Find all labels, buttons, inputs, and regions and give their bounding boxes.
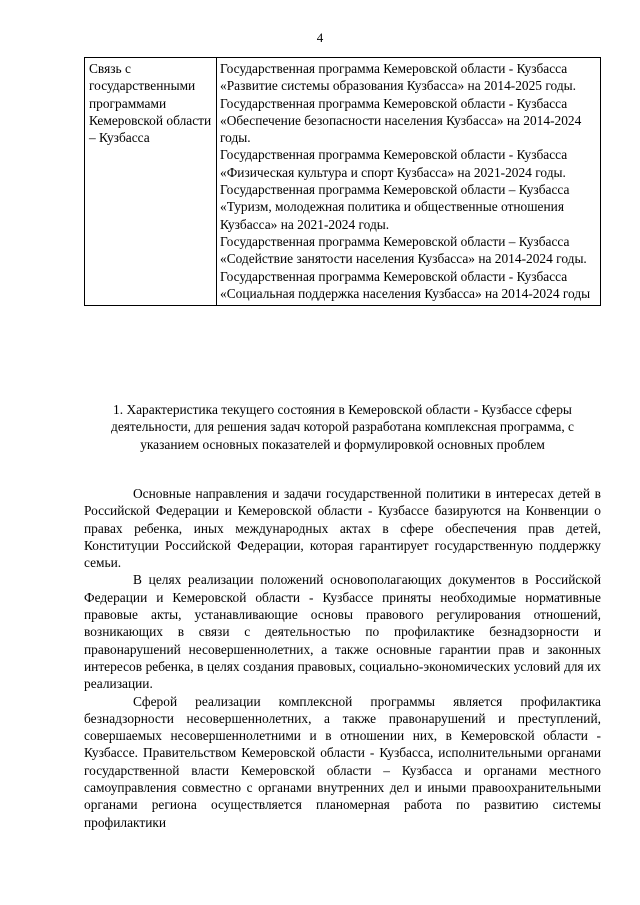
program-item: Государственная программа Кемеровской области - Кузбасса «Социальная поддержка населения Кузбасса» на 2014-2024 годы — [220, 268, 591, 301]
program-item: Государственная программа Кемеровской области - Кузбасса «Физическая культура и спорт Кузбасса» на 2021-2024 годы. — [220, 147, 568, 180]
body-paragraph: Сферой реализации комплексной программы является профилактика безнадзорности несовершеннолетних, а также правонарушений и преступлений, совершаемых несовершеннолетними и в отношении них, в Кемеровской области - Кузбассе. Правительством Кемеровской области - Кузбасса, исполнительными органами государственной власти Кемеровской области – Кузбасса и органами местного самоуправления совместно с органами внутренних дел и иными правоохранительными органами региона осуществляется планомерная работа по развитию системы профилактики — [84, 693, 601, 830]
program-item: Государственная программа Кемеровской области – Кузбасса «Туризм, молодежная политика и общественные отношения Кузбасса» на 2021-2024 годы. — [220, 182, 570, 232]
body-paragraph: Основные направления и задачи государственной политики в интересах детей в Российской Федерации и Кемеровской области - Кузбассе базируются на Конвенции о правах ребенка, иных международных актах в сфере обеспечения прав детей, Конституции Российской Федерации, которая гарантирует государственную поддержку семьи. — [84, 486, 601, 571]
program-item: Государственная программа Кемеровской области - Кузбасса «Обеспечение безопасности населения Кузбасса» на 2014-2024 годы. — [220, 95, 582, 146]
body-paragraph: В целях реализации положений основополагающих документов в Российской Федерации и Кемеровской области - Кузбассе приняты необходимые нормативные правовые акты, устанавливающие основы правового регулирования отношений, возникающих в связи с деятельностью по профилактике безнадзорности и правонарушений несовершеннолетних, а также основные гарантии прав и законных интересов ребенка, в целях создания правовых, социально-экономических условий для их реализации. — [84, 572, 601, 692]
program-item: Государственная программа Кемеровской области – Кузбасса «Содействие занятости населения Кузбасса» на 2014-2024 годы. — [220, 233, 587, 267]
program-links-table — [84, 57, 601, 306]
section-heading: 1. Характеристика текущего состояния в Кемеровской области - Кузбассе сферы деятельности, для решения задач которой разработана комплексная программа, с указанием основных показателей и формулировкой основных проблем — [111, 402, 574, 452]
section-body — [84, 485, 601, 831]
table-label-cell: Связь с государственными программами Кемеровской области – Кузбасса — [85, 58, 217, 306]
program-item: Государственная программа Кемеровской области - Кузбасса «Развитие системы образования Кузбасса» на 2014-2025 годы. — [220, 61, 576, 94]
table-programs-cell — [217, 58, 601, 306]
table-row — [85, 58, 601, 306]
page-number: 4 — [316, 30, 324, 45]
